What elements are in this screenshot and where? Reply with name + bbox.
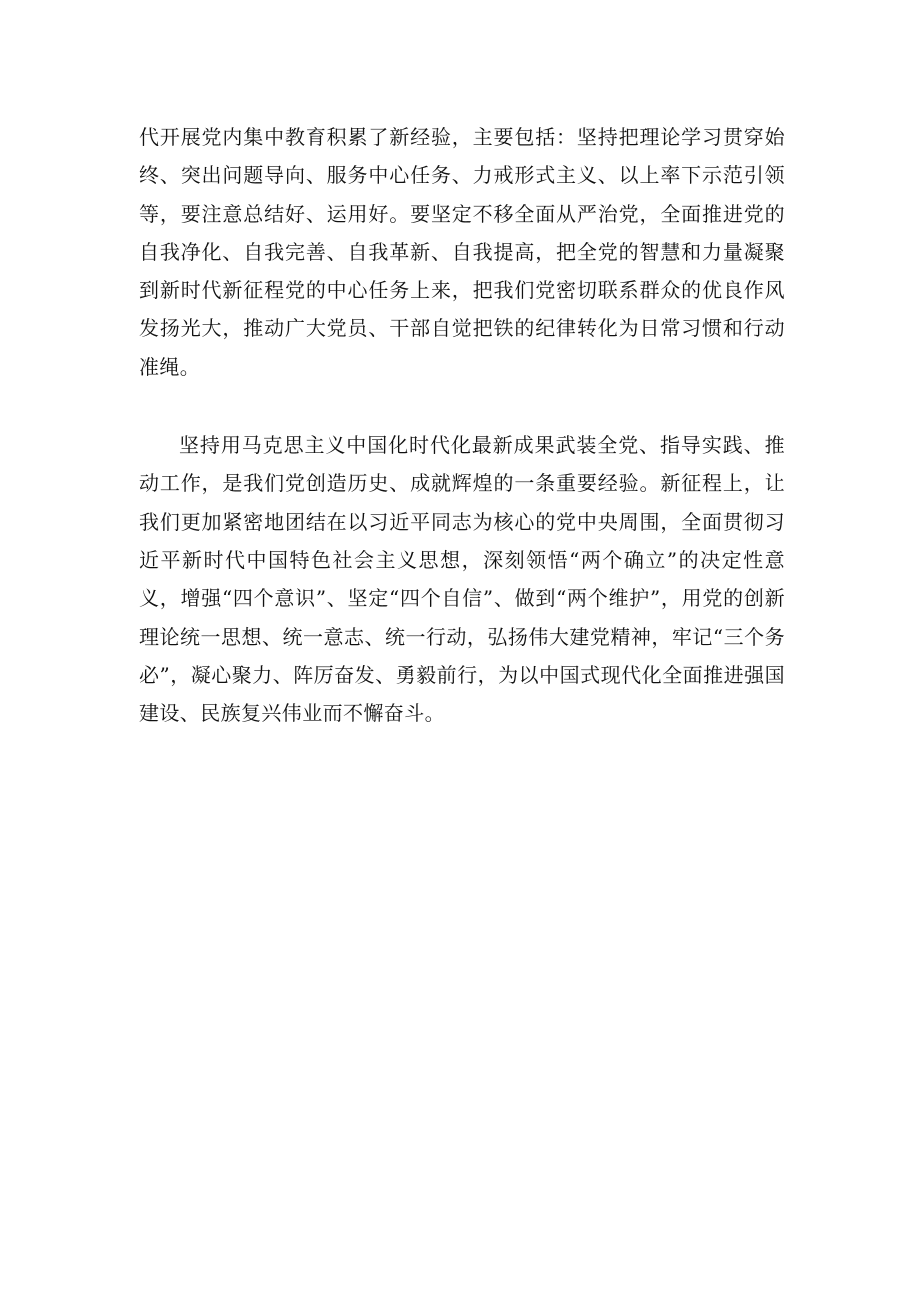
paragraph-continuation: 代开展党内集中教育积累了新经验，主要包括：坚持把理论学习贯穿始终、突出问题导向、服务中心任务、力戒形式主义、以上率下示范引领等，要注意总结好、运用好。要坚定不移全面从严治党，全面推进党的自我净化、自我完善、自我革新、自我提高，把全党的智慧和力量凝聚到新时代新征程党的中心任务上来，把我们党密切联系群众的优良作风发扬光大，推动广大党员、干部自觉把铁的纪律转化为日常习惯和行动准绳。 — [139, 125, 785, 379]
document-body — [139, 118, 785, 732]
paragraph-main: 坚持用马克思主义中国化时代化最新成果武装全党、指导实践、推动工作，是我们党创造历史、成就辉煌的一条重要经验。新征程上，让我们更加紧密地团结在以习近平同志为核心的党中央周围，全面贯彻习近平新时代中国特色社会主义思想，深刻领悟“两个确立”的决定性意义，增强“四个意识”、坚定“四个自信”、做到“两个维护”，用党的创新理论统一思想、统一意志、统一行动，弘扬伟大建党精神，牢记“三个务必”，凝心聚力、阵厉奋发、勇毅前行，为以中国式现代化全面推进强国建设、民族复兴伟业而不懈奋斗。 — [139, 433, 785, 726]
